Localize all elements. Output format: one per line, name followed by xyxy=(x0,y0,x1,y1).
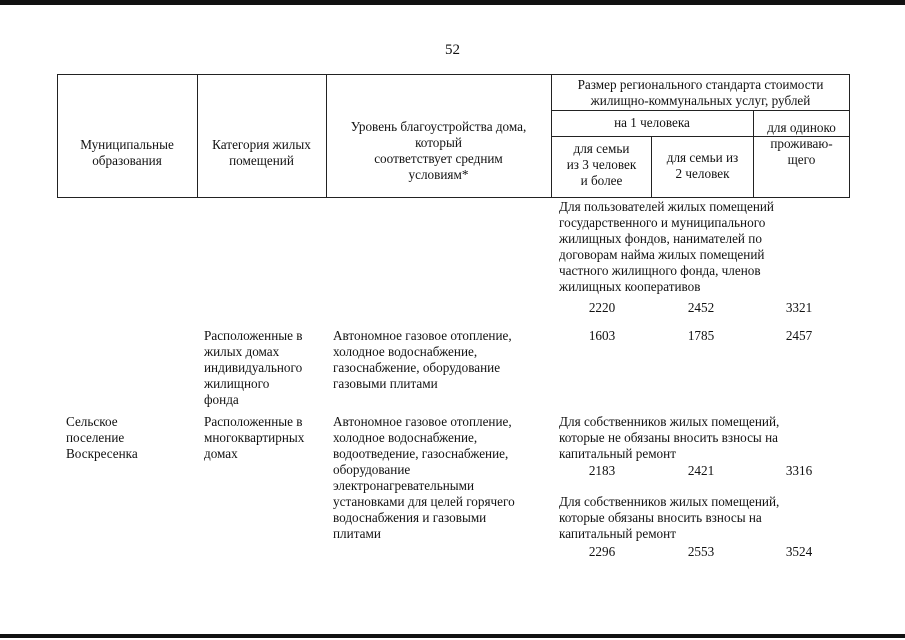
header-family3: для семьи из 3 человек и более xyxy=(566,141,637,188)
municipality-name: Сельское поселение Воскресенка xyxy=(66,414,138,461)
top-border xyxy=(0,0,905,5)
page-number: 52 xyxy=(445,42,460,58)
header-family2: для семьи из 2 человек xyxy=(666,150,739,181)
owners-obliged-text: Для собственников жилых помещений, которые обязаны вносить взносы на капитальный ремонт xyxy=(559,494,780,541)
value-family2: 1785 xyxy=(687,328,715,343)
col-line xyxy=(849,74,850,198)
col-line xyxy=(197,74,198,198)
header-category: Категория жилых помещений xyxy=(212,137,311,168)
category-individual: Расположенные в жилых домах индивидуального жилищного фонда xyxy=(204,328,303,407)
value-single: 3524 xyxy=(785,544,813,559)
value-single: 2457 xyxy=(785,328,813,343)
level-apartment: Автономное газовое отопление, холодное водоснабжение, водоотведение, газоснабжение, оборудование электронагревательными установками для целей горячего водоснабжения и газовыми плитами xyxy=(333,414,515,541)
value-family3: 2220 xyxy=(588,300,616,315)
value-family3: 2183 xyxy=(588,463,616,478)
header-bottom-line xyxy=(57,197,850,198)
value-family3: 1603 xyxy=(588,328,616,343)
category-apartment: Расположенные в многоквартирных домах xyxy=(204,414,305,461)
owners-not-obliged-text: Для собственников жилых помещений, которые не обязаны вносить взносы на капитальный ремонт xyxy=(559,414,780,461)
value-single: 3316 xyxy=(785,463,813,478)
value-single: 3321 xyxy=(785,300,813,315)
value-family3: 2296 xyxy=(588,544,616,559)
value-family2: 2421 xyxy=(687,463,715,478)
value-family2: 2553 xyxy=(687,544,715,559)
size-title-line xyxy=(551,110,850,111)
header-municipality: Муниципальные образования xyxy=(80,137,174,168)
users-group-text: Для пользователей жилых помещений государственного и муниципального жилищных фондов, нанимателей по договорам найма жилых помещений частного жилищного фонда, членов жилищных кооперативов xyxy=(559,199,774,294)
level-individual: Автономное газовое отопление, холодное водоснабжение, газоснабжение, оборудование газовыми плитами xyxy=(333,328,512,391)
header-per-person: на 1 человека xyxy=(614,115,690,130)
header-top-line xyxy=(57,74,850,75)
col-line xyxy=(57,74,58,198)
header-level: Уровень благоустройства дома, который соответствует средним условиям* xyxy=(350,119,527,182)
value-family2: 2452 xyxy=(687,300,715,315)
header-size-title: Размер регионального стандарта стоимости жилищно-коммунальных услуг, рублей xyxy=(577,77,824,108)
header-single: для одиноко проживаю- щего xyxy=(767,120,836,167)
bottom-border xyxy=(0,634,905,638)
